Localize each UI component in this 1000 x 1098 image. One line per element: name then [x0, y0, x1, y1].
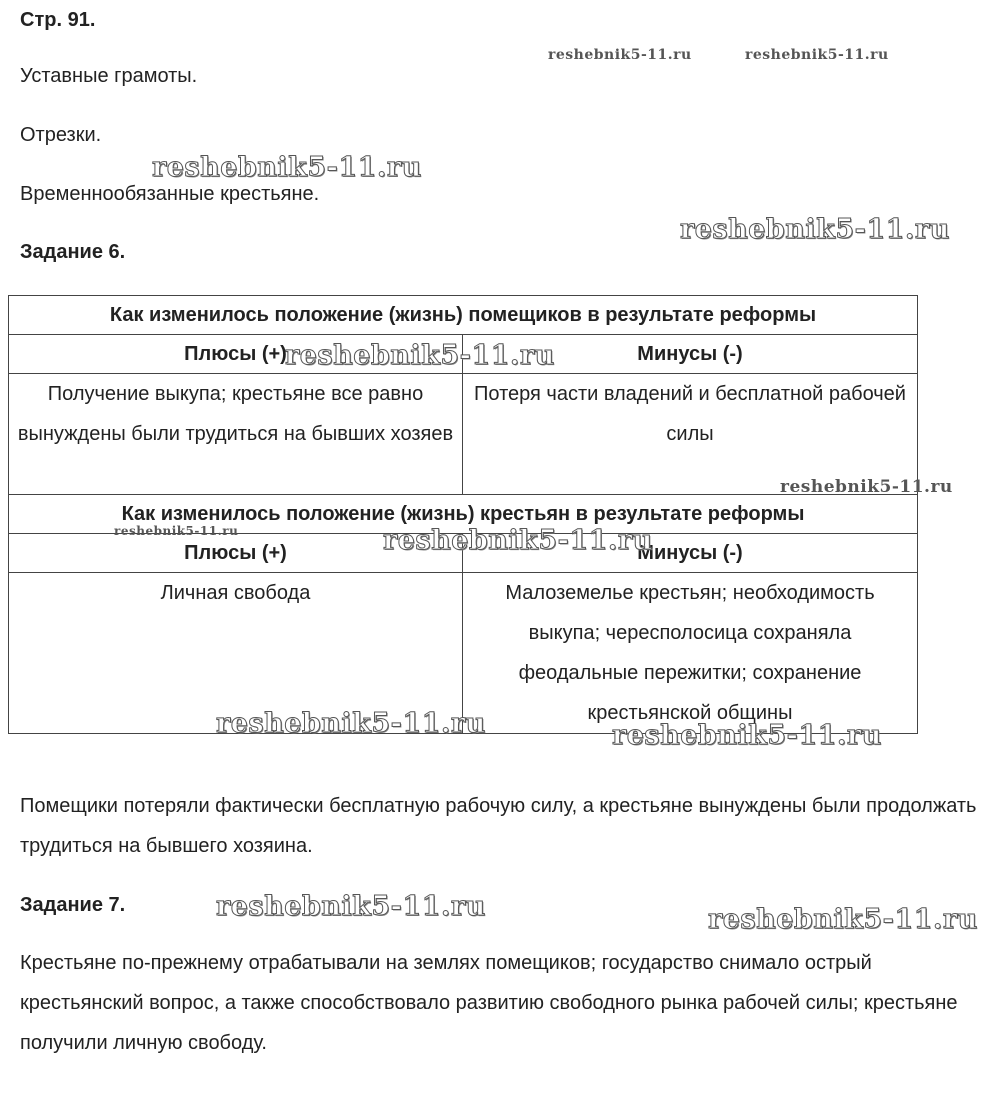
watermark-text: reshebnik5-11.ru — [114, 524, 239, 538]
watermark-text: reshebnik5-11.ru — [285, 340, 555, 371]
landlords-minus-label: Минусы (-) — [463, 335, 918, 374]
table-row — [9, 296, 918, 335]
watermark-text: reshebnik5-11.ru — [745, 47, 889, 63]
watermark-text: reshebnik5-11.ru — [548, 47, 692, 63]
watermark-text: reshebnik5-11.ru — [216, 891, 486, 922]
peasants-header: Как изменилось положение (жизнь) крестьян в результате реформы — [9, 495, 918, 534]
task7-answer: Крестьяне по-прежнему отрабатывали на землях помещиков; государство снимало острый крестьянский вопрос, а также способствовало развитию свободного рынка рабочей силы; крестьяне получили личную свободу. — [20, 952, 958, 1054]
landlords-header: Как изменилось положение (жизнь) помещиков в результате реформы — [9, 296, 918, 335]
watermark-text: reshebnik5-11.ru — [780, 477, 953, 497]
peasants-minus-label: Минусы (-) — [463, 534, 918, 573]
intro-line-3: Временнообязанные крестьяне. — [20, 183, 320, 205]
watermark-text: reshebnik5-11.ru — [216, 708, 486, 739]
peasants-plus-text: Личная свобода — [9, 573, 463, 734]
landlords-minus-text: Потеря части владений и бесплатной рабочей силы — [463, 374, 918, 495]
peasants-minus-text: Малоземелье крестьян; необходимость выкупа; чересполосица сохраняла феодальные пережитки; сохранение крестьянской общины — [463, 573, 918, 734]
watermark-text: reshebnik5-11.ru — [680, 214, 950, 245]
task6-conclusion: Помещики потеряли фактически бесплатную рабочую силу, а крестьяне вынуждены были продолжать трудиться на бывшего хозяина. — [20, 795, 977, 857]
watermark-text: reshebnik5-11.ru — [383, 525, 653, 556]
watermark-text: reshebnik5-11.ru — [152, 152, 422, 183]
task6-title: Задание 6. — [20, 241, 126, 263]
peasants-plus-label: Плюсы (+) — [9, 534, 463, 573]
landlords-plus-label: Плюсы (+) — [9, 335, 463, 374]
task7-title: Задание 7. — [20, 894, 126, 916]
landlords-plus-text: Получение выкупа; крестьяне все равно вынуждены были трудиться на бывших хозяев — [9, 374, 463, 495]
watermark-text: reshebnik5-11.ru — [708, 904, 978, 935]
intro-line-2: Отрезки. — [20, 124, 102, 146]
watermark-text: reshebnik5-11.ru — [612, 720, 882, 751]
intro-line-1: Уставные грамоты. — [20, 65, 198, 87]
page-label: Стр. 91. — [20, 9, 96, 31]
